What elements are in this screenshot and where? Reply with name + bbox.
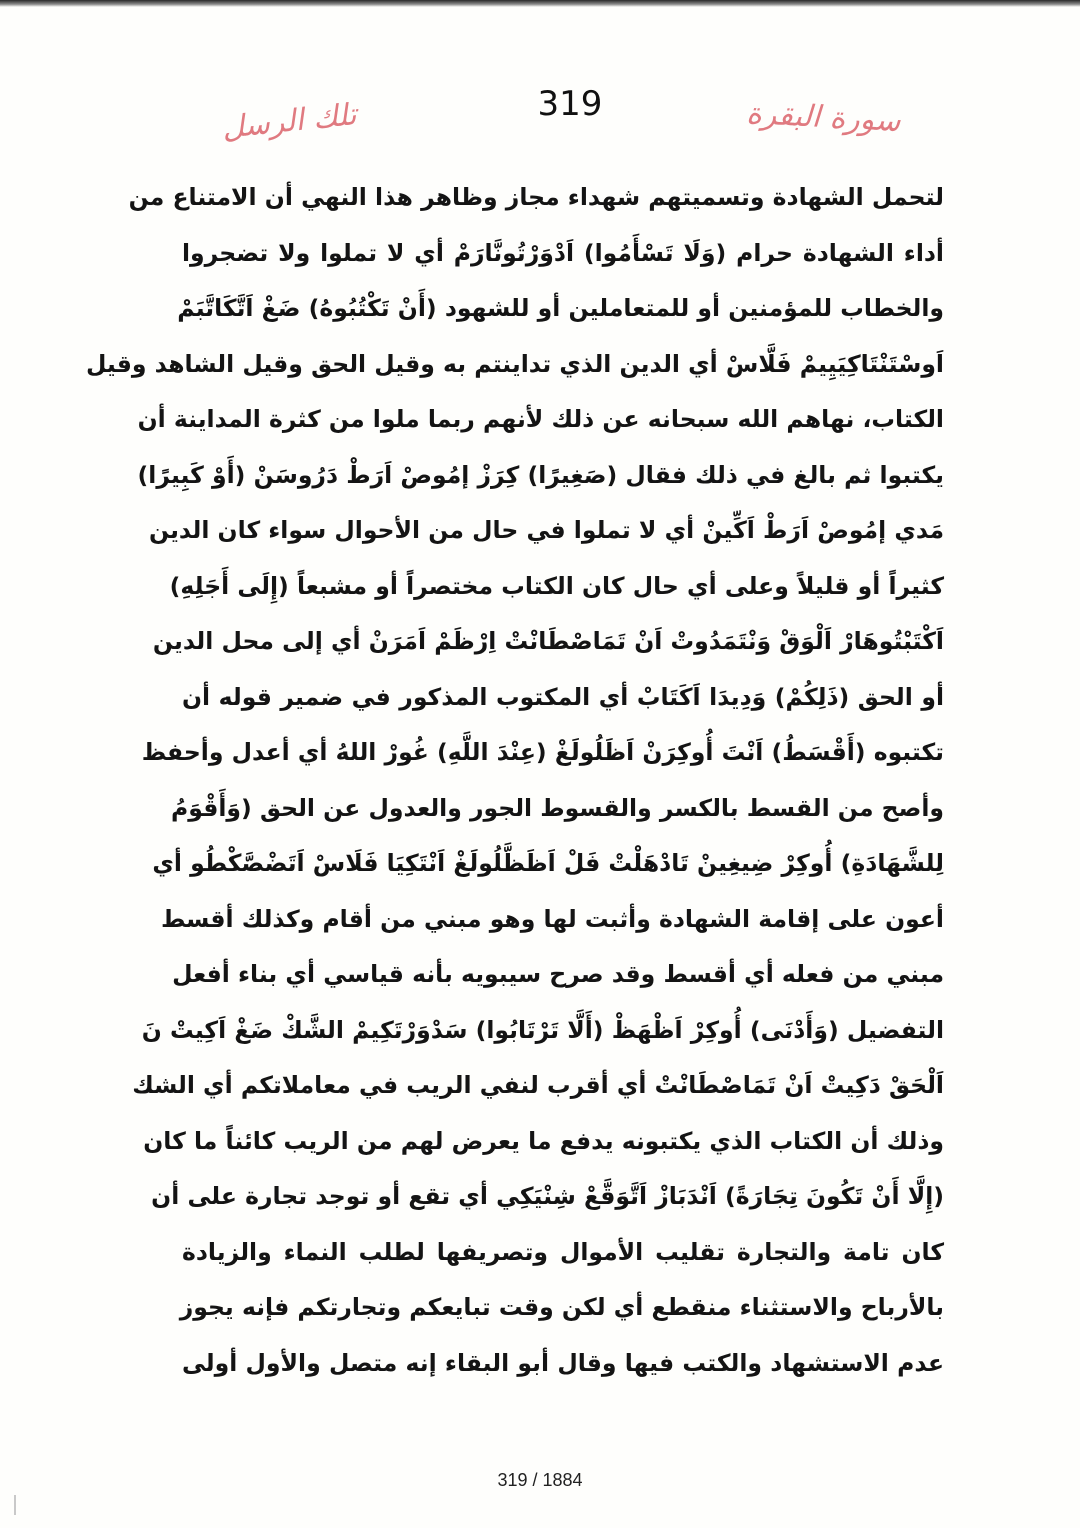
text-line: كثيراً أو قليلاً وعلى أي حال كان الكتاب مختصراً أو مشبعاً (إِلَى أَجَلِهِ) bbox=[169, 571, 944, 600]
text-line: وذلك أن الكتاب الذي يكتبونه يدفع ما يعرض لهم من الريب كائناً ما كان bbox=[143, 1126, 944, 1155]
text-line: مبني من فعله أي أقسط وقد صرح سيبويه بأنه قياسي أي بناء أفعل bbox=[172, 960, 944, 988]
page-number: 319 bbox=[537, 84, 603, 124]
text-line: لِلشَّهَادَةِ) أُوكِرْ ضِيغِينْ تَادْهَلْتْ فَلْ اَظَظَّلُولَغْ اَنْتَكِيَا فَلَاسْ اَتَضْصَّكْطُو أي bbox=[152, 849, 944, 877]
text-line: اَلْحَقْ دَكِيتْ اَنْ تَمَاصْطَانْتْ أي أقرب لنفي الريب في معاملاتكم أي الشك bbox=[132, 1071, 944, 1099]
text-line: مَدي إمُوصْ اَرَطْ اَكِّينْ أي لا تملوا في حال من الأحوال سواء كان الدين bbox=[148, 516, 944, 544]
text-line: الكتاب، نهاهم الله سبحانه عن ذلك لأنهم ربما ملوا من كثرة المداينة أن bbox=[137, 405, 944, 433]
text-line: عدم الاستشهاد والكتب فيها وقال أبو البقاء إنه متصل والأول أولى bbox=[182, 1348, 944, 1377]
text-line: اَكْتَبْتُوهَارْ اَلْوَقْ وَنْتَمَدُوتْ اَنْ تَمَاصْطَانْتْ اِرْظَمْ اَمَرَنْ أي إلى محل الدين bbox=[152, 627, 944, 655]
text-line: كان تامة والتجارة تقليب الأموال وتصريفها لطلب النماء والزيادة bbox=[182, 1237, 944, 1266]
page-counter: 319 / 1884 bbox=[497, 1470, 583, 1490]
text-line: وأصح من القسط بالكسر والقسوط الجور والعدول عن الحق (وَأَقْوَمُ bbox=[171, 793, 944, 822]
text-line: اَوسْتَنْتَاكِيَيِيمْ فَلَّاسْ أي الدين الذي تداينتم به وقيل الحق وقيل الشاهد وقيل bbox=[85, 349, 944, 378]
text-line: أو الحق (ذَلِكُمْ) وَدِيدَا اَكَتَابْ أي المكتوب المذكور في ضمير قوله أن bbox=[182, 682, 944, 711]
body-text bbox=[85, 170, 944, 1391]
scan-edge bbox=[0, 0, 1080, 7]
text-line: (إِلَّا أَنْ تَكُونَ تِجَارَةً) اَنْدَبَازْ اَتَّوَقَّعْ شِنْيَكِي أي تقع أو توجد تجارة على أن bbox=[151, 1182, 944, 1210]
text-line: والخطاب للمؤمنين أو للمتعاملين أو للشهود (أَنْ تَكْتُبُوهُ) ضَغْ اَتَّكَاتَّبَمْ bbox=[177, 294, 944, 322]
text-line: لتحمل الشهادة وتسميتهم شهداء مجاز وظاهر هذا النهي أن الامتناع من bbox=[128, 183, 944, 211]
surah-name-note: سورة البقرة bbox=[745, 95, 902, 140]
scan-margin-mark bbox=[14, 1495, 16, 1515]
text-line: بالأرباح والاستثناء منقطع أي لكن وقت تبايعكم وتجارتكم فإنه يجوز bbox=[179, 1293, 944, 1321]
text-line: أداء الشهادة حرام (وَلَا تَسْأَمُوا) اَدْوَرْتُونَّارَمْ أي لا تملوا ولا تضجروا bbox=[182, 238, 944, 267]
text-line: أعون على إقامة الشهادة وأثبت لها وهو مبني من أقام وكذلك أقسط bbox=[161, 904, 944, 933]
text-line: التفضيل (وَأَدْنَى) أُوكِرْ اَظْهَظْ (أَلَّا تَرْتَابُوا) سَدْوَرْتَكِيمْ الشَّكْ ضَغْ اَكِيتْ نَ bbox=[141, 1015, 944, 1044]
text-line: يكتبوا ثم بالغ في ذلك فقال (صَغِيرًا) كِرَزْ إمُوصْ اَرَطْ دَرُوسَنْ (أَوْ كَبِيرًا) bbox=[137, 460, 944, 489]
surah-part-note: تلك الرسل bbox=[220, 97, 359, 147]
text-line: تكتبوه (أَقْسَطُ) اَنْتَ أُوكِرَنْ اَظَلُولَغْ (عِنْدَ اللَّهِ) غُورْ اللهُ أي أعدل وأحفظ bbox=[141, 738, 944, 766]
